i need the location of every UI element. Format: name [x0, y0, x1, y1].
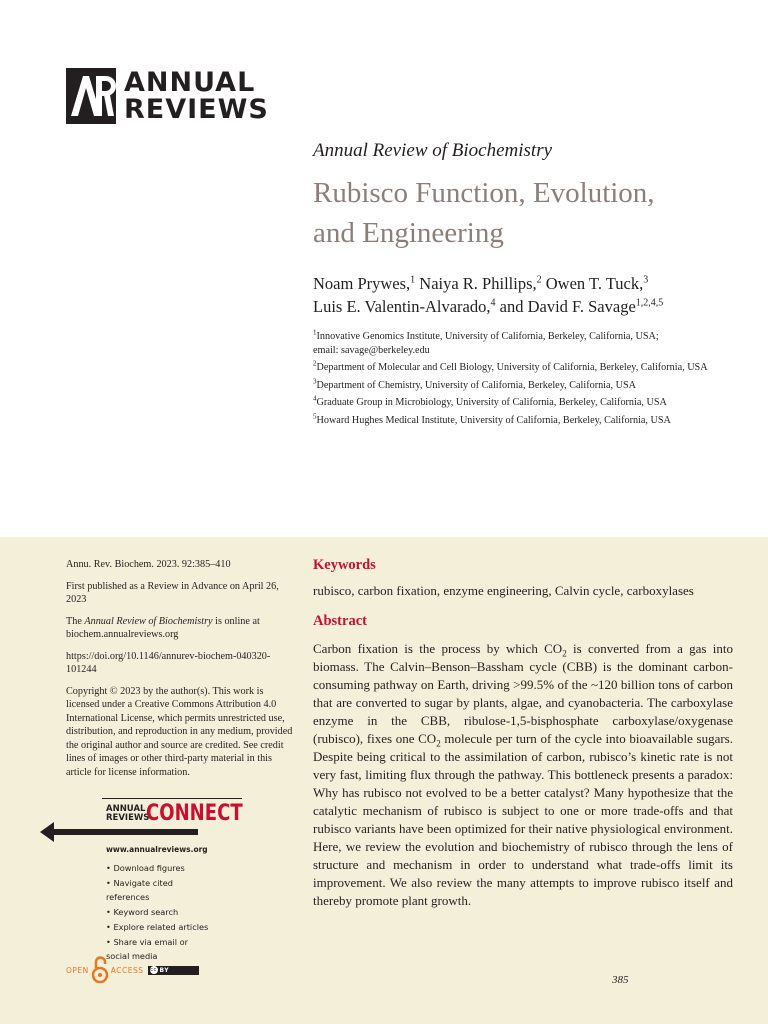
open-access-badge: OPEN ACCESS cc BY [66, 955, 199, 985]
affiliation-2: $^2$Department of Molecular and Cell Biology, University of California, Berkeley, California, USA [313, 359, 708, 373]
abstract-heading: Abstract [313, 613, 367, 629]
connect-item: • Keyword search [106, 905, 210, 920]
journal-name: Annual Review of Biochemistry [313, 140, 553, 161]
connect-features [106, 861, 210, 964]
arrow-left-icon [40, 818, 200, 848]
affiliations [313, 330, 743, 431]
copyright-notice: Copyright © 2023 by the author(s). This work is licensed under a Creative Commons Attribution 4.0 International License, which permits unrestricted use, distribution, and reproduction in any medium, provided the original author and source are credited. See credit lines of images or other third-party material in this article for license information. [66, 685, 293, 778]
open-lock-icon [91, 956, 109, 984]
keywords-heading: Keywords [313, 557, 376, 573]
online-location: The Annual Review of Biochemistry is online at biochem.annualreviews.org [66, 615, 260, 640]
keywords-text: rubisco, carbon fixation, enzyme engineering, Calvin cycle, carboxylases [313, 583, 694, 598]
connect-url[interactable]: www.annualreviews.org [106, 845, 208, 854]
article-title: Rubisco Function, Evolution, and Engineering [313, 177, 655, 249]
affiliation-1: $^1$Innovative Genomics Institute, University of California, Berkeley, California, USA; email: savage@berkeley.edu [313, 328, 659, 356]
ar-logo-mark-icon [66, 68, 116, 124]
connect-item: • Explore related articles [106, 920, 210, 935]
citation: Annu. Rev. Biochem. 2023. 92:385–410 [66, 559, 231, 570]
doi-link[interactable]: https://doi.org/10.1146/annurev-biochem-040320-101244 [66, 650, 271, 675]
annual-reviews-logo [66, 68, 269, 124]
author-list: Noam Prywes,$^1$ Naiya R. Phillips,$^2$ Owen T. Tuck,$^3$ Luis E. Valentin-Alvarado,$^4$ and David F. Savage$^{1,2,4,5}$ [313, 274, 664, 316]
connect-rule [102, 798, 242, 799]
first-published: First published as a Review in Advance on April 26, 2023 [66, 580, 279, 605]
abstract-text: Carbon fixation is the process by which $CO_2$ is converted from a gas into biomass. The Calvin–Benson–Bassham cycle (CBB) is the dominant carbon-consuming pathway on Earth, driving >99.5% of the ~120 billion tons of carbon that are converted to sugar by plants, algae, and cyanobacteria. The carboxylase enzyme in the CBB, ribulose-1,5-bisphosphate carboxylase/oxygenase (rubisco), fixes one $CO_2$ molecule per turn of the cycle into bioavailable sugars. Despite being critical to the assimilation of carbon, rubisco’s kinetic rate is not very fast, limiting flux through the pathway. This bottleneck presents a paradox: Why has rubisco not evolved to be a better catalyst? Many hypothesize that the catalytic mechanism of rubisco is subject to one or more trade-offs and that rubisco variants have been optimized for their native physiological environment. Here, we review the evolution and biochemistry of rubisco through the lens of structure and mechanism in order to understand what trade-offs limit its improvement. We also review the many attempts to improve rubisco itself and thereby promote plant growth. [313, 641, 734, 908]
affiliation-3: $^3$Department of Chemistry, University of California, Berkeley, California, USA [313, 377, 637, 391]
connect-item: • Download figures [106, 861, 210, 876]
license-bar [171, 966, 199, 975]
affiliation-5: $^5$Howard Hughes Medical Institute, University of California, Berkeley, California, USA [313, 412, 671, 426]
connect-item: • Navigate cited references [106, 876, 210, 905]
connect-wordmark: CONNECT [146, 801, 243, 826]
page-number: 385 [612, 974, 629, 986]
affiliation-4: $^4$Graduate Group in Microbiology, University of California, Berkeley, California, USA [313, 394, 667, 408]
logo-wordmark: ANNUAL REVIEWS [124, 67, 269, 125]
cc-by-license-icon: cc BY [148, 966, 172, 975]
connect-ar-logo: ANNUAL REVIEWS [106, 804, 150, 823]
connect-item: • Share via email or social media [106, 935, 210, 964]
article-metadata [66, 558, 296, 787]
